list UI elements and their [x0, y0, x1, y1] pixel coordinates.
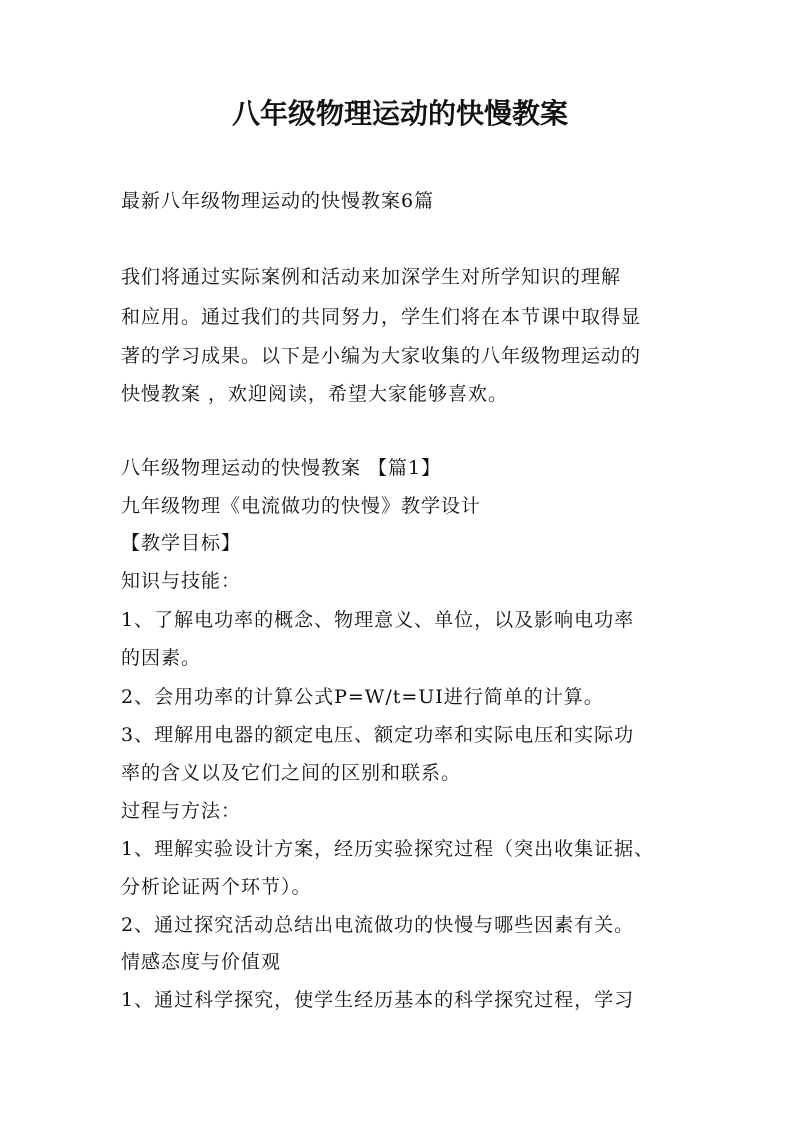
subsection-label: 过程与方法： [121, 800, 242, 822]
body-line: 的因素。 [121, 647, 202, 669]
body-line: 分析论证两个环节）。 [121, 876, 312, 898]
document-title: 八年级物理运动的快慢教案 [231, 97, 568, 130]
body-line: 1、了解电功率的概念、物理意义、单位，以及影响电功率 [121, 609, 635, 631]
section-heading: 八年级物理运动的快慢教案 【篇1】 [121, 457, 442, 479]
section-label: 【教学目标】 [121, 532, 242, 554]
subsection-label: 情感态度与价值观 [121, 951, 282, 973]
lesson-title: 九年级物理《电流做功的快慢》教学设计 [121, 495, 482, 517]
body-line: 1、通过科学探究，使学生经历基本的科学探究过程，学习 [121, 989, 635, 1011]
intro-line: 我们将通过实际案例和活动来加深学生对所学知识的理解 [121, 266, 622, 288]
body-line: 率的含义以及它们之间的区别和联系。 [121, 762, 462, 784]
document-subtitle: 最新八年级物理运动的快慢教案6篇 [121, 190, 435, 212]
intro-line: 和应用。通过我们的共同努力，学生们将在本节课中取得显 [121, 306, 642, 328]
body-line: 3、理解用电器的额定电压、额定功率和实际电压和实际功 [121, 724, 635, 746]
intro-line: 快慢教案 ，欢迎阅读，希望大家能够喜欢。 [121, 383, 509, 405]
subsection-label: 知识与技能： [121, 570, 242, 592]
body-line: 1、理解实验设计方案，经历实验探究过程（突出收集证据、 [121, 838, 655, 860]
body-line: 2、通过探究活动总结出电流做功的快慢与哪些因素有关。 [121, 914, 635, 936]
intro-line: 著的学习成果。以下是小编为大家收集的八年级物理运动的 [121, 345, 642, 367]
body-line: 2、会用功率的计算公式P=W/t=UI进行简单的计算。 [121, 686, 604, 708]
